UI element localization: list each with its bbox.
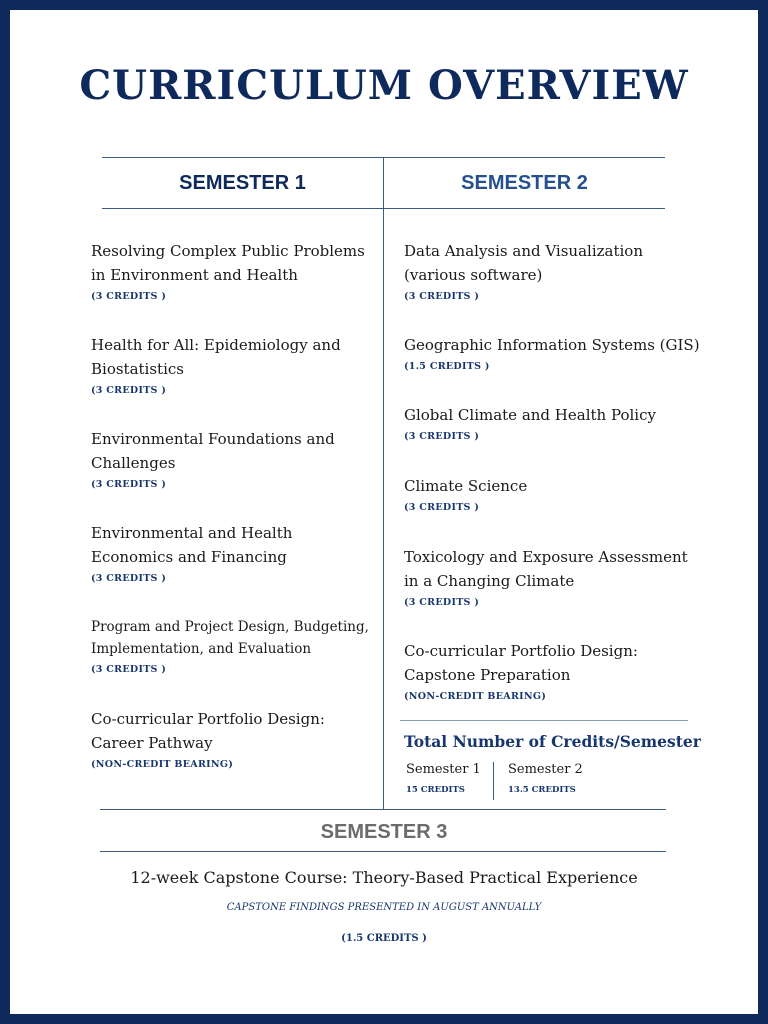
total-value: 13.5 CREDITS	[508, 785, 576, 795]
course-item	[91, 521, 292, 584]
semester3-heading: SEMESTER 3	[320, 821, 448, 843]
course-credits: (1.5 CREDITS )	[404, 361, 490, 372]
course-name: Global Climate and Health Policy	[404, 406, 656, 424]
course-credits: (3 CREDITS )	[91, 573, 167, 584]
course-item	[404, 239, 643, 302]
course-name: Toxicology and Exposure Assessment in a Changing Climate	[404, 548, 688, 590]
course-name: Geographic Information Systems (GIS)	[404, 336, 700, 354]
course-name: Co-curricular Portfolio Design: Career Pathway	[91, 710, 325, 752]
course-name: Environmental and Health Economics and Financing	[91, 524, 293, 566]
course-name: Resolving Complex Public Problems in Environment and Health	[91, 242, 365, 284]
totals-divider	[493, 762, 494, 800]
course-credits: (3 CREDITS )	[91, 291, 167, 302]
course-name: Program and Project Design, Budgeting, Implementation, and Evaluation	[91, 619, 369, 657]
course-credits: (3 CREDITS )	[404, 597, 480, 608]
course-item	[404, 545, 688, 608]
total-value: 15 CREDITS	[406, 785, 465, 795]
course-credits: (NON-CREDIT BEARING)	[91, 759, 234, 770]
course-name: Co-curricular Portfolio Design: Capstone Preparation	[404, 642, 638, 684]
column-divider	[383, 157, 384, 809]
course-item	[404, 333, 700, 372]
course-credits: (3 CREDITS )	[91, 664, 167, 675]
course-item	[91, 239, 365, 302]
totals-title: Total Number of Credits/Semester	[404, 732, 701, 751]
semester3-top-rule	[100, 809, 666, 810]
semester1-heading: SEMESTER 1	[179, 172, 306, 194]
course-credits: (3 CREDITS )	[91, 479, 167, 490]
semester3-bottom-rule	[100, 851, 666, 852]
course-credits: (NON-CREDIT BEARING)	[404, 691, 547, 702]
course-name: Environmental Foundations and Challenges	[91, 430, 335, 472]
course-name: Data Analysis and Visualization (various software)	[404, 242, 643, 284]
capstone-credits: (1.5 CREDITS )	[341, 933, 427, 944]
course-credits: (3 CREDITS )	[91, 385, 167, 396]
semester2-heading: SEMESTER 2	[461, 172, 588, 194]
course-name: Health for All: Epidemiology and Biostatistics	[91, 336, 341, 378]
total-semester1	[406, 762, 481, 795]
course-credits: (3 CREDITS )	[404, 291, 480, 302]
course-item	[404, 639, 638, 702]
course-item	[91, 707, 325, 770]
page-frame	[10, 10, 758, 1014]
capstone-note: CAPSTONE FINDINGS PRESENTED IN AUGUST ANNUALLY	[226, 902, 542, 913]
course-item	[404, 403, 656, 442]
course-item	[404, 474, 527, 513]
course-item	[91, 333, 341, 396]
course-credits: (3 CREDITS )	[404, 431, 480, 442]
course-item	[91, 427, 335, 490]
course-item	[91, 616, 369, 675]
capstone-course: 12-week Capstone Course: Theory-Based Practical Experience	[130, 868, 638, 887]
page-title: CURRICULUM OVERVIEW	[79, 62, 689, 109]
total-label: Semester 2	[508, 762, 583, 777]
course-name: Climate Science	[404, 477, 528, 495]
total-label: Semester 1	[406, 762, 481, 777]
totals-rule	[400, 720, 688, 721]
course-credits: (3 CREDITS )	[404, 502, 480, 513]
total-semester2	[508, 762, 583, 795]
